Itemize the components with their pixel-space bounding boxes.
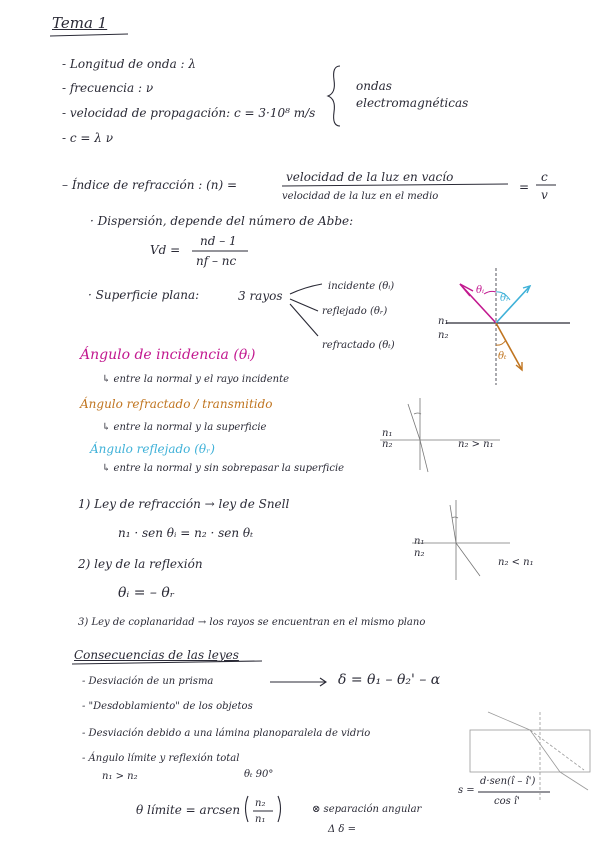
dispersion-text: · Dispersión, depende del número de Abbe:: [90, 214, 354, 228]
sketch-lamina: [470, 712, 590, 800]
prisma-arrow: [270, 678, 326, 686]
label-n2-gt-n1: n₂ > n₁: [458, 439, 494, 450]
s-denominator: cos î': [494, 796, 520, 807]
desviacion-lamina: - Desviación debido a una lámina planoparalela de vidrio: [82, 728, 371, 739]
rayos-text: 3 rayos: [238, 289, 283, 303]
s-eq: s =: [458, 785, 475, 796]
theta-90: θₜ 90°: [244, 769, 274, 780]
angulo-reflejado-title: Ángulo reflejado (θᵣ): [90, 442, 215, 456]
limite-paren: [246, 796, 281, 822]
indice-c: c: [541, 170, 548, 184]
label-n2-s1: n₂: [382, 439, 393, 450]
indice-lead: – Índice de refracción : (n) =: [62, 178, 238, 192]
angulo-incidencia-title: Ángulo de incidencia (θᵢ): [80, 347, 256, 363]
brace-label-em: electromagnéticas: [356, 96, 469, 110]
item-c-eq: - c = λ ν: [62, 131, 113, 145]
angulo-incidencia-desc: ↳ entre la normal y el rayo incidente: [102, 374, 290, 385]
ley-reflexion-eq: θᵢ = – θᵣ: [118, 585, 175, 601]
brace-label-ondas: ondas: [356, 79, 392, 93]
rayo-incidente: incidente (θᵢ): [328, 281, 395, 292]
n-condition: n₁ > n₂: [102, 771, 138, 782]
consecuencias-underline: [72, 661, 262, 664]
title-underline: [50, 34, 128, 36]
vd-numerator: nd – 1: [200, 234, 237, 248]
rayo-reflejado: reflejado (θᵣ): [322, 306, 388, 317]
label-theta-t: θₜ: [498, 351, 507, 362]
label-n1-s2: n₁: [414, 536, 425, 547]
label-n2-lt-n1: n₂ < n₁: [498, 557, 534, 568]
sketch-n2-greater: [380, 398, 500, 472]
desviacion-prisma: - Desviación de un prisma: [82, 676, 214, 687]
angulo-refractado-desc: ↳ entre la normal y la superficie: [102, 422, 267, 433]
limite-eq: θ límite = arcsen: [136, 803, 241, 817]
vd-denominator: nf – nc: [196, 254, 237, 268]
indice-denominator: velocidad de la luz en el medio: [282, 191, 439, 202]
desdoblamiento: - "Desdoblamiento" de los objetos: [82, 701, 253, 712]
label-n2-main: n₂: [438, 330, 449, 341]
pen-strokes: [50, 34, 556, 822]
delta-eq: δ = θ₁ – θ₂' – α: [338, 672, 441, 688]
separacion-angular: ⊗ separación angular: [312, 804, 422, 815]
rayo-refractado: refractado (θₜ): [322, 340, 395, 351]
indice-fraction-bar: [282, 184, 508, 186]
interface-diagram: [446, 268, 570, 385]
ley-coplanaridad: 3) Ley de coplanaridad → los rayos se encuentran en el mismo plano: [78, 617, 426, 628]
label-theta-i: θᵢ: [476, 285, 485, 296]
ley-snell-eq: n₁ · sen θᵢ = n₂ · sen θₜ: [118, 526, 254, 540]
ley-refraccion: 1) Ley de refracción → ley de Snell: [78, 497, 290, 511]
superficie-text: · Superficie plana:: [88, 288, 200, 302]
ray-arrow-up: [290, 284, 322, 294]
label-theta-r: θᵣ: [500, 293, 510, 304]
intro-brace: [328, 66, 340, 126]
angulo-refractado-title: Ángulo refractado / transmitido: [80, 397, 273, 411]
sketch-n2-less: [412, 500, 510, 580]
delta-small: Δ δ =: [328, 824, 356, 835]
vd-label: Vd =: [150, 243, 181, 257]
item-velocidad: - velocidad de propagación: c = 3·10⁸ m/s: [62, 106, 316, 120]
label-n1-s1: n₁: [382, 428, 393, 439]
frac-numerator: n₂: [255, 798, 266, 809]
indice-eq: =: [519, 180, 530, 194]
indice-v: v: [541, 188, 548, 202]
angulo-limite: - Ángulo límite y reflexión total: [82, 753, 240, 764]
item-frecuencia: - frecuencia : ν: [62, 81, 154, 95]
frac-denominator: n₁: [255, 814, 266, 825]
label-n2-s2: n₂: [414, 548, 425, 559]
s-numerator: d·sen(î – î'): [480, 776, 536, 787]
page-title: Tema 1: [52, 14, 108, 32]
item-longitud: - Longitud de onda : λ: [62, 57, 197, 71]
ley-reflexion: 2) ley de la reflexión: [78, 557, 203, 571]
consecuencias-title: Consecuencias de las leyes: [74, 648, 239, 662]
label-n1-main: n₁: [438, 316, 449, 327]
indice-numerator: velocidad de la luz en vacío: [286, 170, 454, 184]
angulo-reflejado-desc: ↳ entre la normal y sin sobrepasar la superficie: [102, 463, 345, 474]
